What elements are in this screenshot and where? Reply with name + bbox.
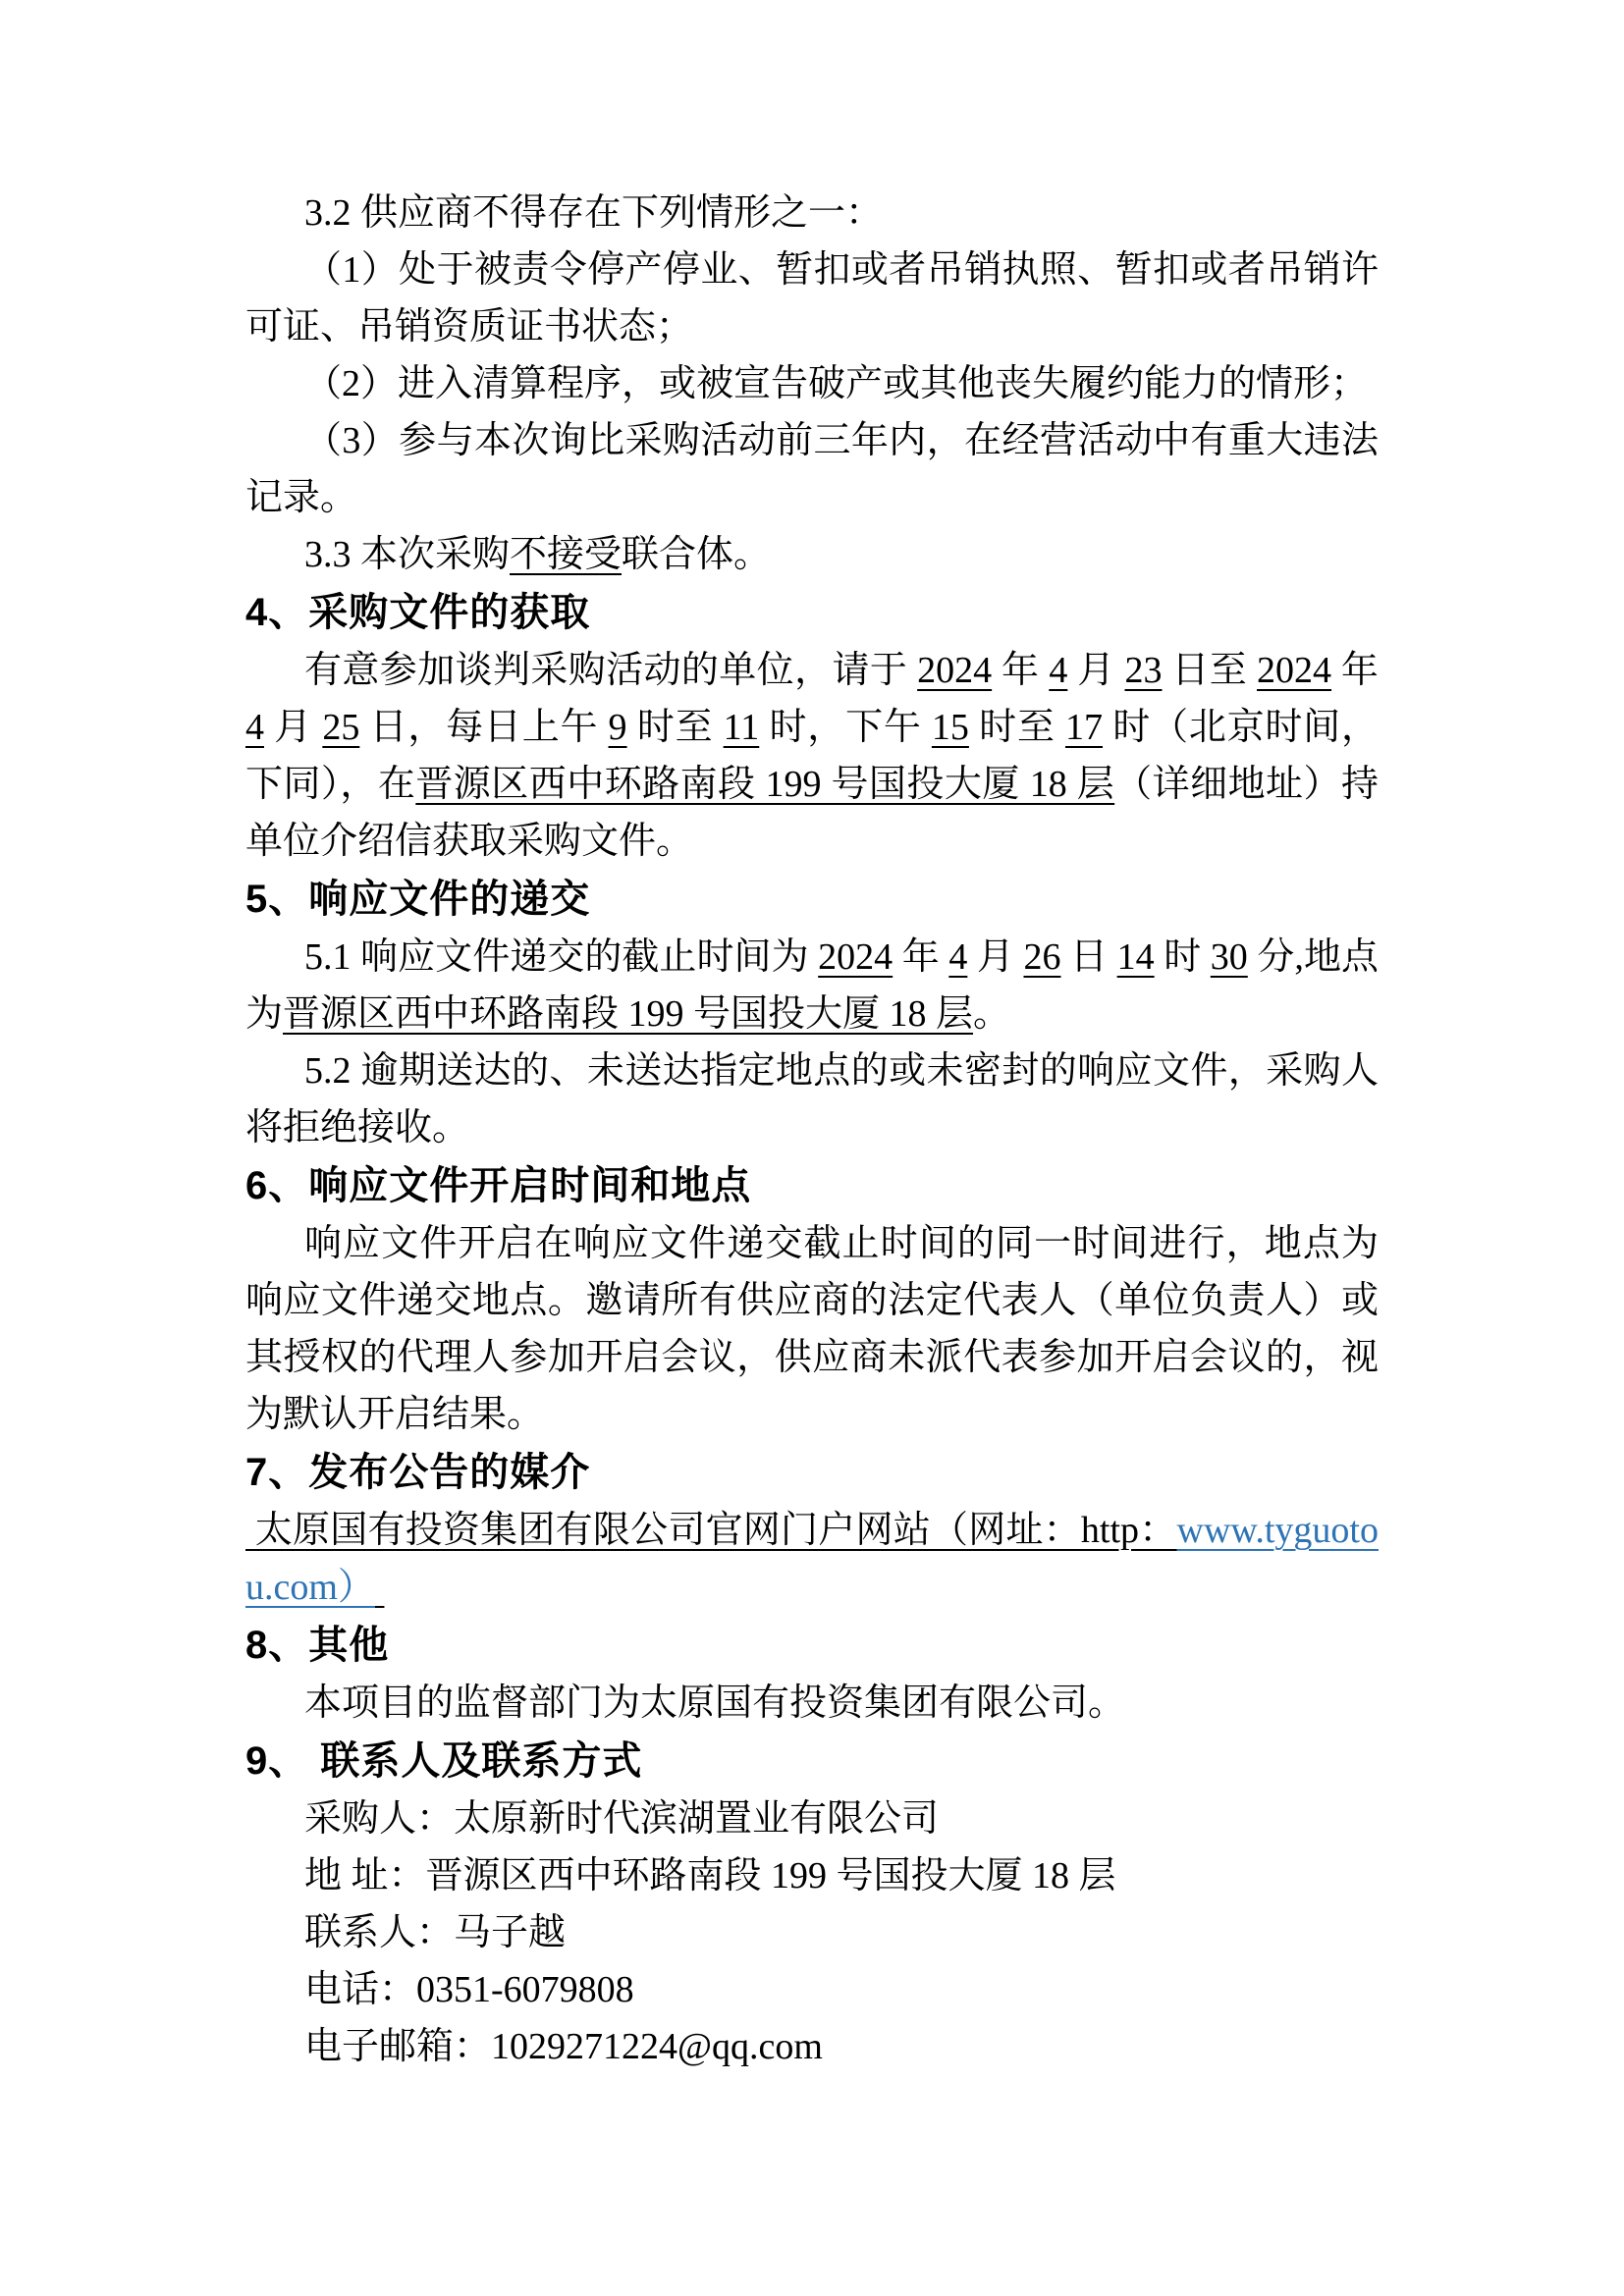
underlined-text-run: 不接受 [510, 534, 623, 575]
text-run: 日 [1060, 936, 1117, 978]
text-run: 联系人：马子越 [304, 1912, 567, 1953]
clause-5-1 [245, 929, 1379, 1042]
text-run: 时至 [968, 707, 1066, 748]
underlined-text-run: 25 [322, 707, 360, 748]
text-run: 时，下午 [759, 707, 932, 748]
text-run: 日，每日上午 [359, 707, 609, 748]
underlined-text-run: 4 [245, 707, 264, 748]
underlined-text-run: 9 [608, 707, 627, 748]
contact-address [245, 1847, 1379, 1904]
underlined-text-run: 2024 [818, 936, 893, 978]
text-run: 有意参加谈判采购活动的单位，请于 [304, 650, 918, 691]
text-run: 年 [893, 936, 949, 978]
underlined-text-run: 30 [1210, 936, 1248, 978]
text-run: 5.2 逾期送达的、未送达指定地点的或未密封的响应文件，采购人将拒绝接收。 [245, 1050, 1379, 1148]
clause-5-2 [245, 1042, 1379, 1156]
underlined-text-run: 23 [1124, 650, 1163, 691]
underlined-text-run: 11 [723, 707, 760, 748]
text-run: 地 址：晋源区西中环路南段 199 号国投大厦 18 层 [304, 1855, 1116, 1896]
text-run: 电子邮箱：1029271224@qq.com [304, 2026, 823, 2067]
text-run: 5.1 响应文件递交的截止时间为 [304, 936, 819, 978]
clause-3-3 [245, 526, 1379, 583]
announcement-media-line [245, 1502, 1379, 1616]
clause-3-2-item-2 [245, 355, 1379, 412]
contact-email [245, 2018, 1379, 2075]
clause-6-body [245, 1215, 1379, 1443]
document-body [245, 185, 1379, 2075]
contact-purchaser [245, 1790, 1379, 1847]
underlined-text-run: 晋源区西中环路南段 199 号国投大厦 18 层 [283, 993, 974, 1035]
text-run: 3.2 供应商不得存在下列情形之一： [304, 192, 884, 234]
section-heading-9 [245, 1732, 1379, 1790]
text-run: 5、响应文件的递交 [245, 878, 591, 921]
text-run: 月 [967, 936, 1024, 978]
underlined-text-run: 26 [1023, 936, 1061, 978]
contact-phone [245, 1961, 1379, 2018]
section-heading-8 [245, 1616, 1379, 1675]
underlined-text-run: 4 [948, 936, 968, 978]
underlined-text-run: 晋源区西中环路南段 199 号国投大厦 18 层 [415, 764, 1115, 805]
underlined-text-run: 14 [1116, 936, 1155, 978]
text-run: 日至 [1162, 650, 1258, 691]
text-run: 响应文件开启在响应文件递交截止时间的同一时间进行，地点为响应文件递交地点。邀请所有供应商的法定代表人（单位负责人）或其授权的代理人参加开启会议，供应商未派代表参加开启会议的，视为默认开启结果。 [245, 1223, 1379, 1435]
text-run: 。 [973, 993, 1011, 1035]
text-run: 3.3 本次采购 [304, 534, 511, 575]
text-run: 月 [264, 707, 323, 748]
text-run: 年 [1331, 650, 1379, 691]
underlined-text-run: 15 [931, 707, 969, 748]
text-run: 本项目的监督部门为太原国有投资集团有限公司。 [304, 1682, 1126, 1724]
text-run: 时至 [626, 707, 724, 748]
clause-3-2 [245, 185, 1379, 241]
underlined-text-run: 4 [1049, 650, 1068, 691]
section-heading-7 [245, 1443, 1379, 1502]
text-run: 时 [1154, 936, 1211, 978]
underlined-text-run: 17 [1065, 707, 1104, 748]
section-heading-4 [245, 583, 1379, 642]
text-run: （详细地址）持单位介绍信获取采购文件。 [245, 764, 1379, 862]
text-run: 7、发布公告的媒介 [245, 1451, 591, 1494]
clause-4-body [245, 642, 1379, 870]
text-run: 联合体。 [622, 534, 772, 575]
text-run: 分,地点为 [245, 936, 1379, 1035]
text-run: 9、 联系人及联系方式 [245, 1739, 643, 1783]
clause-8-body [245, 1675, 1379, 1732]
underlined-text-run: 2024 [917, 650, 993, 691]
underlined-text-run: 2024 [1257, 650, 1332, 691]
text-run: 电话：0351-6079808 [304, 1969, 634, 2010]
text-run: 6、响应文件开启时间和地点 [245, 1164, 752, 1207]
clause-3-2-item-1 [245, 241, 1379, 355]
text-run: 采购人：太原新时代滨湖置业有限公司 [304, 1798, 940, 1840]
text-run: 月 [1067, 650, 1125, 691]
underlined-text-run: 太原国有投资集团有限公司官网门户网站（网址：http： [245, 1510, 1177, 1551]
text-run: 4、采购文件的获取 [245, 591, 591, 634]
text-run: 8、其他 [245, 1624, 390, 1667]
contact-person [245, 1904, 1379, 1961]
section-heading-6 [245, 1156, 1379, 1215]
underlined-text-run [375, 1567, 385, 1608]
section-heading-5 [245, 870, 1379, 929]
text-run: （3）参与本次询比采购活动前三年内，在经营活动中有重大违法记录。 [245, 420, 1379, 518]
clause-3-2-item-3 [245, 412, 1379, 526]
text-run: （2）进入清算程序，或被宣告破产或其他丧失履约能力的情形； [304, 363, 1369, 404]
text-run: （1）处于被责令停产停业、暂扣或者吊销执照、暂扣或者吊销许可证、吊销资质证书状态； [245, 249, 1379, 347]
portal-url-link[interactable]: www.tyguotou.com） [245, 1510, 1379, 1608]
text-run: 时（北京时间，下同），在 [245, 707, 1379, 805]
text-run: 年 [992, 650, 1050, 691]
